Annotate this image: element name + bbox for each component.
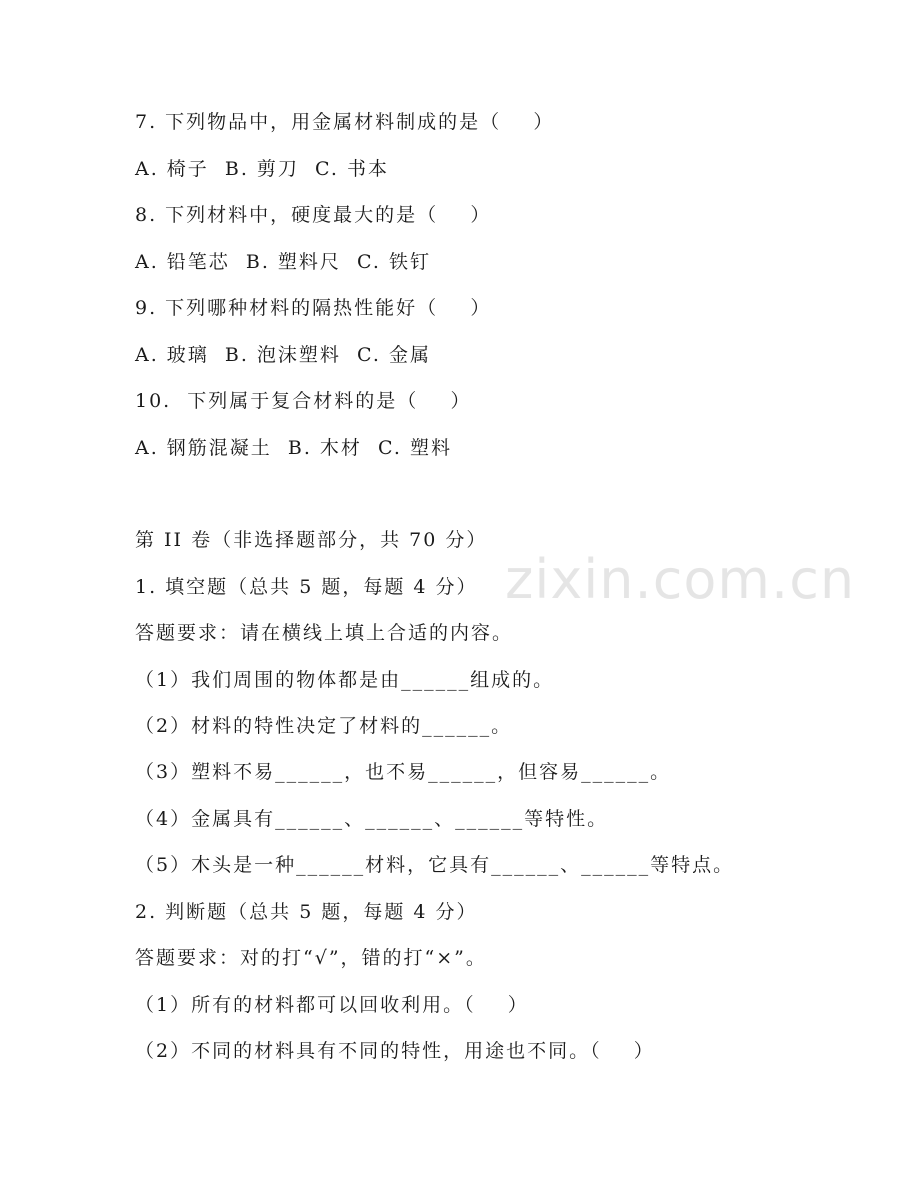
judge-section-requirement: 答题要求：对的打“√”，错的打“×”。 bbox=[135, 947, 487, 969]
watermark: zixin.com.cn bbox=[505, 548, 856, 611]
question-7: 7. 下列物品中，用金属材料制成的是（ ） bbox=[135, 111, 555, 133]
question-7-options: A. 椅子 B. 剪刀 C. 书本 bbox=[135, 158, 389, 180]
fill-item-2: （2）材料的特性决定了材料的______。 bbox=[135, 715, 513, 737]
question-10: 10. 下列属于复合材料的是（ ） bbox=[135, 390, 472, 412]
fill-section-title: 1. 填空题（总共 5 题，每题 4 分） bbox=[135, 576, 478, 598]
judge-section-title: 2. 判断题（总共 5 题，每题 4 分） bbox=[135, 901, 478, 923]
fill-item-4: （4）金属具有______、______、______等特性。 bbox=[135, 808, 609, 830]
question-9-options: A. 玻璃 B. 泡沫塑料 C. 金属 bbox=[135, 344, 431, 366]
judge-item-1: （1）所有的材料都可以回收利用。（ ） bbox=[135, 994, 529, 1016]
fill-item-1: （1）我们周围的物体都是由______组成的。 bbox=[135, 669, 555, 691]
question-8: 8. 下列材料中，硬度最大的是（ ） bbox=[135, 204, 492, 226]
part2-heading: 第 II 卷（非选择题部分，共 70 分） bbox=[135, 529, 488, 551]
question-8-options: A. 铅笔芯 B. 塑料尺 C. 铁钉 bbox=[135, 251, 431, 273]
fill-section-requirement: 答题要求：请在横线上填上合适的内容。 bbox=[135, 622, 514, 644]
question-10-options: A. 钢筋混凝土 B. 木材 C. 塑料 bbox=[135, 437, 452, 459]
fill-item-5: （5）木头是一种______材料，它具有______、______等特点。 bbox=[135, 854, 735, 876]
fill-item-3: （3）塑料不易______，也不易______，但容易______。 bbox=[135, 761, 672, 783]
judge-item-2: （2）不同的材料具有不同的特性，用途也不同。（ ） bbox=[135, 1040, 655, 1062]
question-9: 9. 下列哪种材料的隔热性能好（ ） bbox=[135, 297, 492, 319]
